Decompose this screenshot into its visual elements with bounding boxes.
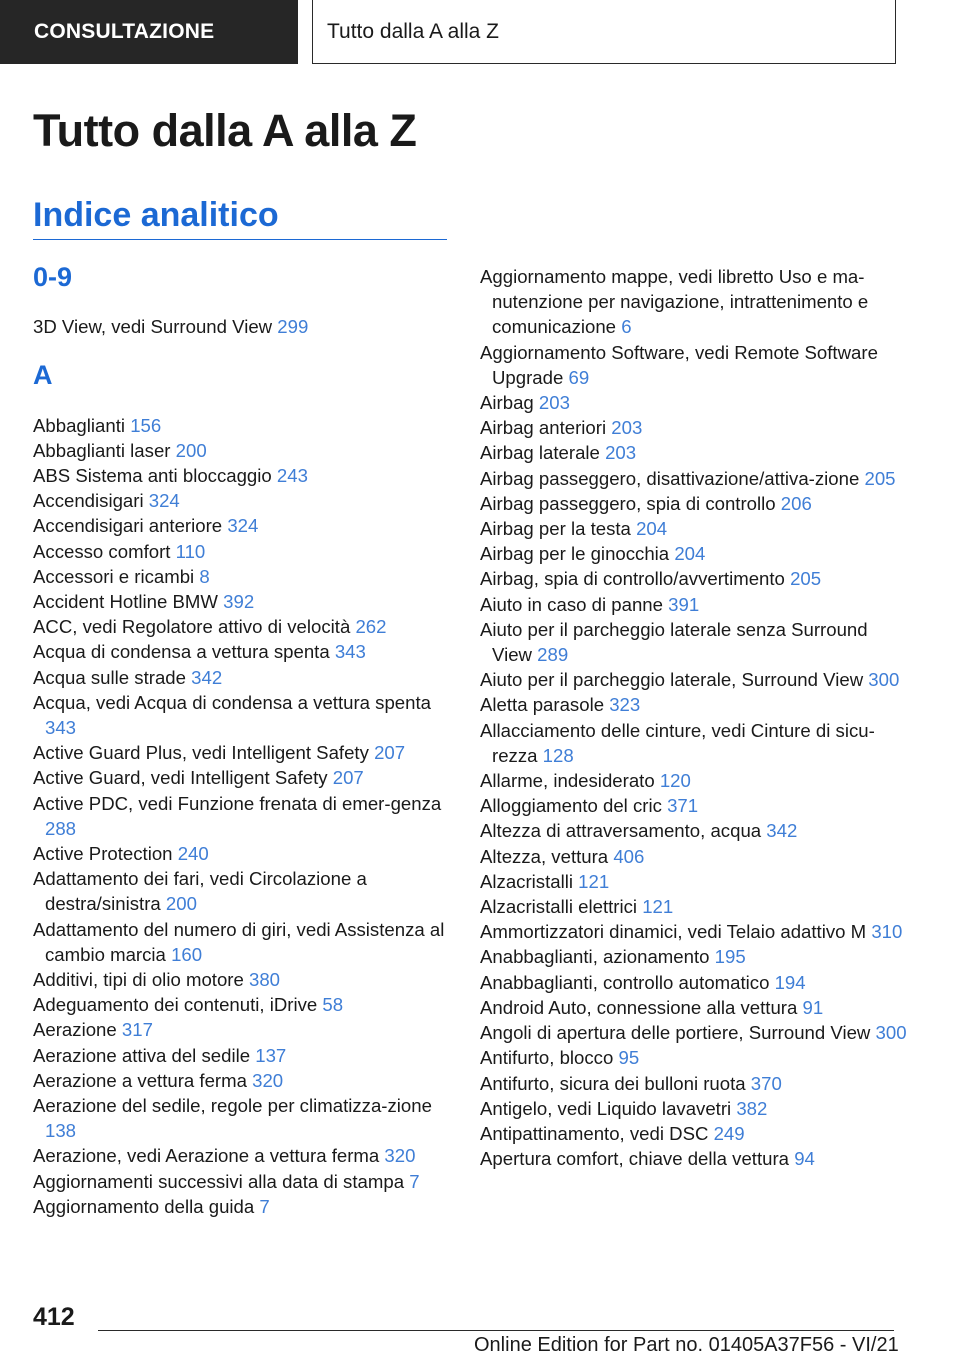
index-entry-term: Altezza, vettura [480, 845, 614, 867]
index-entry [480, 466, 910, 491]
index-entry-term: Aiuto in caso di panne [480, 593, 669, 615]
index-entry-page-link[interactable]: 249 [713, 1122, 745, 1144]
index-entry-term: Ammortizzatori dinamici, vedi Telaio adattivo M [480, 921, 872, 943]
chapter-tab [312, 0, 896, 64]
index-entry [480, 718, 910, 768]
index-entry-page-link[interactable]: 137 [255, 1044, 287, 1066]
index-entry-term: Aerazione attiva del sedile [33, 1044, 256, 1066]
index-entry-term: Active Protection [33, 843, 178, 865]
index-entry [33, 589, 449, 614]
index-entry-page-link[interactable]: 94 [794, 1148, 815, 1170]
group-spacer [33, 339, 449, 353]
index-column-right [480, 264, 910, 1171]
index-entry-term: Antigelo, vedi Liquido lavavetri [480, 1097, 737, 1119]
index-entry [480, 869, 910, 894]
index-entry-page-link[interactable]: 240 [177, 843, 209, 865]
index-entry-page-link[interactable]: 8 [199, 565, 210, 587]
index-entry [480, 390, 910, 415]
index-entry-page-link[interactable]: 324 [148, 490, 180, 512]
index-entry [33, 564, 449, 589]
index-entry-term: Adattamento del numero di giri, vedi Assistenza al cambio marcia [33, 918, 445, 965]
index-entry-page-link[interactable]: 206 [780, 492, 812, 514]
index-entry-term: ACC, vedi Regolatore attivo di velocità [33, 616, 356, 638]
index-entry-page-link[interactable]: 391 [668, 593, 700, 615]
index-entry-term: Allarme, indesiderato [480, 770, 660, 792]
index-entry [480, 264, 910, 340]
section-tab [0, 0, 298, 64]
index-entry [33, 463, 449, 488]
index-entry [480, 667, 910, 692]
index-entry [480, 1096, 910, 1121]
index-entry-page-link[interactable]: 6 [621, 316, 632, 338]
index-entry-page-link[interactable]: 320 [384, 1145, 416, 1167]
index-entry-term: Accident Hotline BMW [33, 591, 224, 612]
index-entry-page-link[interactable]: 382 [736, 1097, 768, 1119]
index-entry-page-link[interactable]: 262 [355, 616, 387, 638]
index-entry [33, 1017, 449, 1042]
index-entry-page-link[interactable]: 205 [864, 467, 896, 489]
index-entry [33, 1093, 449, 1143]
index-entry-page-link[interactable]: 138 [45, 1120, 77, 1142]
index-entry-term: Airbag [480, 392, 539, 414]
index-entry-page-link[interactable]: 207 [332, 767, 364, 789]
index-entry-page-link[interactable]: 156 [130, 414, 162, 436]
index-entry-page-link[interactable]: 194 [774, 971, 806, 993]
index-entry [33, 917, 449, 967]
index-entry [33, 438, 449, 463]
index-entry-term: Allacciamento delle cinture, vedi Cinture di sicu‐rezza [480, 719, 875, 766]
index-entry-term: Alzacristalli elettrici [480, 896, 643, 918]
index-entry [33, 1043, 449, 1068]
index-entry [480, 1121, 910, 1146]
index-entry-page-link[interactable]: 121 [642, 896, 674, 918]
index-entry [480, 944, 910, 969]
footer-divider [98, 1330, 894, 1331]
index-entry-page-link[interactable]: 317 [121, 1019, 153, 1041]
index-entry [480, 592, 910, 617]
index-entry [33, 539, 449, 564]
index-entry-page-link[interactable]: 203 [538, 392, 570, 414]
index-entry-term: Active Guard, vedi Intelligent Safety [33, 767, 333, 789]
index-entry [33, 690, 449, 740]
index-entry-term: Antipattinamento, vedi DSC [480, 1122, 714, 1144]
index-entry-page-link[interactable]: 95 [618, 1047, 640, 1069]
index-entry-page-link[interactable]: 370 [750, 1072, 782, 1094]
index-entry-term: Airbag anteriori [480, 417, 612, 439]
index-entry [33, 639, 449, 664]
index-entry [480, 919, 910, 944]
index-entry [33, 665, 449, 690]
index-entry-term: Airbag laterale [480, 442, 606, 464]
index-entry-page-link[interactable]: 342 [766, 820, 798, 842]
index-entry-term: Antifurto, blocco [480, 1047, 619, 1069]
index-entry [480, 1071, 910, 1096]
index-entry-term: Airbag, spia di controllo/avvertimento [480, 568, 791, 590]
index-entry-page-link[interactable]: 289 [537, 644, 569, 666]
index-entry [480, 440, 910, 465]
index-entry-page-link[interactable]: 323 [609, 694, 641, 716]
index-entry-term: Airbag per la testa [480, 518, 637, 540]
index-entry [33, 314, 449, 339]
index-entry-term: Active Guard Plus, vedi Intelligent Safety [33, 742, 375, 764]
footer-edition-text: Online Edition for Part no. 01405A37F56 - VI/21 [474, 1334, 899, 1356]
index-entry-term: Additivi, tipi di olio motore [33, 969, 249, 991]
index-entry-page-link[interactable]: 200 [175, 439, 207, 461]
index-entry [480, 340, 910, 390]
index-entry-term: Acqua sulle strade [33, 666, 192, 688]
index-entry [480, 894, 910, 919]
index-entry-term: Accesso comfort [33, 540, 176, 562]
index-entry [33, 1068, 449, 1093]
index-entry-term: Accendisigari anteriore [33, 515, 228, 537]
index-entry [480, 415, 910, 440]
index-entry-term: Aletta parasole [480, 694, 610, 716]
index-entry-term: Altezza di attraversamento, acqua [480, 820, 767, 842]
index-entry-page-link[interactable]: 300 [868, 669, 900, 691]
index-letter-0-9: 0-9 [33, 262, 73, 292]
index-entry-page-link[interactable]: 299 [277, 316, 309, 338]
index-entry-page-link[interactable]: 204 [674, 543, 706, 565]
index-entry [33, 841, 449, 866]
index-entry-page-link[interactable]: 203 [605, 442, 637, 464]
index-entry [480, 617, 910, 667]
index-entry-page-link[interactable]: 310 [871, 921, 903, 943]
index-entry [33, 513, 449, 538]
index-entry [33, 413, 449, 438]
index-entry-term: Acqua di condensa a vettura spenta [33, 641, 335, 663]
index-entry-term: Android Auto, connessione alla vettura [480, 996, 803, 1018]
index-entry-term: Airbag per le ginocchia [480, 543, 675, 565]
index-entry-term: ABS Sistema anti bloccaggio [33, 464, 277, 486]
index-entry-page-link[interactable]: 69 [568, 366, 590, 388]
index-entry-term: Aiuto per il parcheggio laterale, Surround View [480, 669, 869, 691]
index-entry-term: Accessori e ricambi [33, 565, 200, 587]
index-entry-term: Aerazione [33, 1019, 122, 1041]
index-entry-page-link[interactable]: 110 [175, 540, 206, 562]
index-entry [33, 740, 449, 765]
index-entry [480, 793, 910, 818]
index-entry [33, 1143, 449, 1168]
index-entry [480, 1020, 910, 1045]
index-entry-term: Adeguamento dei contenuti, iDrive [33, 994, 323, 1016]
index-entry-term: Apertura comfort, chiave della vettura [480, 1148, 795, 1170]
index-entry-term: Alzacristalli [480, 870, 579, 892]
index-entry-term: Accendisigari [33, 490, 149, 512]
index-entry-page-link[interactable]: 7 [409, 1170, 420, 1192]
index-letter-a: A [33, 360, 53, 391]
section-divider [33, 239, 447, 240]
index-entry-term: Aerazione del sedile, regole per climatizza‐zione [33, 1095, 432, 1117]
index-entry [480, 995, 910, 1020]
index-entry [33, 765, 449, 790]
index-entry-page-link[interactable]: 371 [667, 795, 699, 817]
index-entry-page-link[interactable]: 392 [223, 591, 255, 612]
index-entry-page-link[interactable]: 288 [45, 817, 77, 839]
index-entry [480, 516, 910, 541]
index-entry-page-link[interactable]: 207 [374, 742, 406, 764]
index-entry [33, 1169, 449, 1194]
index-entry-term: Anabbaglianti, controllo automatico [480, 971, 775, 993]
index-entry-term: Abbaglianti laser [33, 439, 176, 461]
index-entry [480, 692, 910, 717]
index-entry [480, 566, 910, 591]
index-entry-term: Aggiornamento della guida [33, 1195, 260, 1217]
index-entry-term: Aiuto per il parcheggio laterale senza Surround View [480, 618, 868, 666]
index-entry-page-link[interactable]: 121 [578, 870, 610, 892]
index-entry-page-link[interactable]: 195 [714, 946, 746, 968]
index-entry-page-link[interactable]: 343 [45, 717, 77, 739]
index-entry [33, 992, 449, 1017]
index-entry [480, 844, 910, 869]
index-entry-page-link[interactable]: 203 [611, 417, 643, 439]
index-entry-page-link[interactable]: 320 [252, 1069, 284, 1091]
index-entry-term: Airbag passeggero, disattivazione/attiva‐zione [480, 467, 865, 489]
index-entry-term: 3D View, vedi Surround View [33, 316, 278, 338]
index-entry-term: Acqua, vedi Acqua di condensa a vettura spenta [33, 691, 431, 713]
index-entry-term: Aggiornamento Software, vedi Remote Software Upgrade [480, 341, 878, 388]
chapter-tab-label: Tutto dalla A alla Z [327, 19, 499, 43]
index-column-left [33, 255, 449, 1219]
index-group-a [33, 413, 449, 1220]
index-entry-term: Aerazione, vedi Aerazione a vettura ferma [33, 1145, 385, 1167]
index-entry [33, 614, 449, 639]
index-entry-page-link[interactable]: 160 [171, 943, 203, 965]
index-entry-term: Airbag passeggero, spia di controllo [480, 492, 781, 514]
index-entry-page-link[interactable]: 7 [259, 1195, 270, 1217]
page-title: Tutto dalla A alla Z [33, 105, 417, 156]
index-entry [480, 970, 910, 995]
index-entry [33, 866, 449, 916]
index-entry-page-link[interactable]: 380 [249, 969, 281, 991]
index-group-0-9 [33, 314, 449, 339]
index-entry-page-link[interactable]: 342 [191, 666, 223, 688]
index-entry-term: Angoli di apertura delle portiere, Surround View [480, 1022, 876, 1044]
index-entry [33, 488, 449, 513]
index-entry [480, 1146, 910, 1171]
index-entry-term: Aggiornamenti successivi alla data di stampa [33, 1170, 410, 1192]
index-entry-page-link[interactable]: 120 [659, 770, 691, 792]
index-entry [480, 818, 910, 843]
section-title: Indice analitico [33, 196, 279, 234]
index-entry-term: Aggiornamento mappe, vedi libretto Uso e ma‐nutenzione per navigazione, intrattenimento e comunicazione [480, 266, 869, 338]
index-group-a-continued [480, 264, 910, 1171]
index-entry-page-link[interactable]: 204 [636, 518, 668, 540]
index-entry-page-link[interactable]: 243 [276, 464, 308, 486]
index-entry-page-link[interactable]: 58 [322, 994, 344, 1016]
index-entry-page-link[interactable]: 200 [165, 893, 197, 915]
index-entry-page-link[interactable]: 324 [227, 515, 259, 537]
index-entry-term: Active PDC, vedi Funzione frenata di emer‐genza [33, 792, 442, 814]
index-entry-term: Aerazione a vettura ferma [33, 1069, 253, 1091]
index-entry-page-link[interactable]: 205 [790, 568, 822, 590]
page-number: 412 [33, 1303, 75, 1331]
index-entry-term: Antifurto, sicura dei bulloni ruota [480, 1072, 751, 1094]
index-entry [480, 768, 910, 793]
index-entry-page-link[interactable]: 343 [334, 641, 366, 663]
index-entry-page-link[interactable]: 91 [802, 996, 824, 1018]
index-entry [480, 1045, 910, 1070]
index-entry-page-link[interactable]: 128 [542, 744, 574, 766]
index-entry-term: Anabbaglianti, azionamento [480, 946, 715, 968]
index-entry [480, 491, 910, 516]
index-entry-page-link[interactable]: 300 [875, 1022, 907, 1044]
index-entry [480, 541, 910, 566]
section-tab-label: CONSULTAZIONE [34, 20, 215, 43]
index-entry-term: Alloggiamento del cric [480, 795, 668, 817]
index-entry-page-link[interactable]: 406 [613, 845, 645, 867]
index-entry-term: Abbaglianti [33, 414, 131, 436]
index-entry [33, 1194, 449, 1219]
index-entry [33, 791, 449, 841]
index-entry [33, 967, 449, 992]
index-entry-term: Adattamento dei fari, vedi Circolazione a destra/sinistra [33, 868, 367, 915]
